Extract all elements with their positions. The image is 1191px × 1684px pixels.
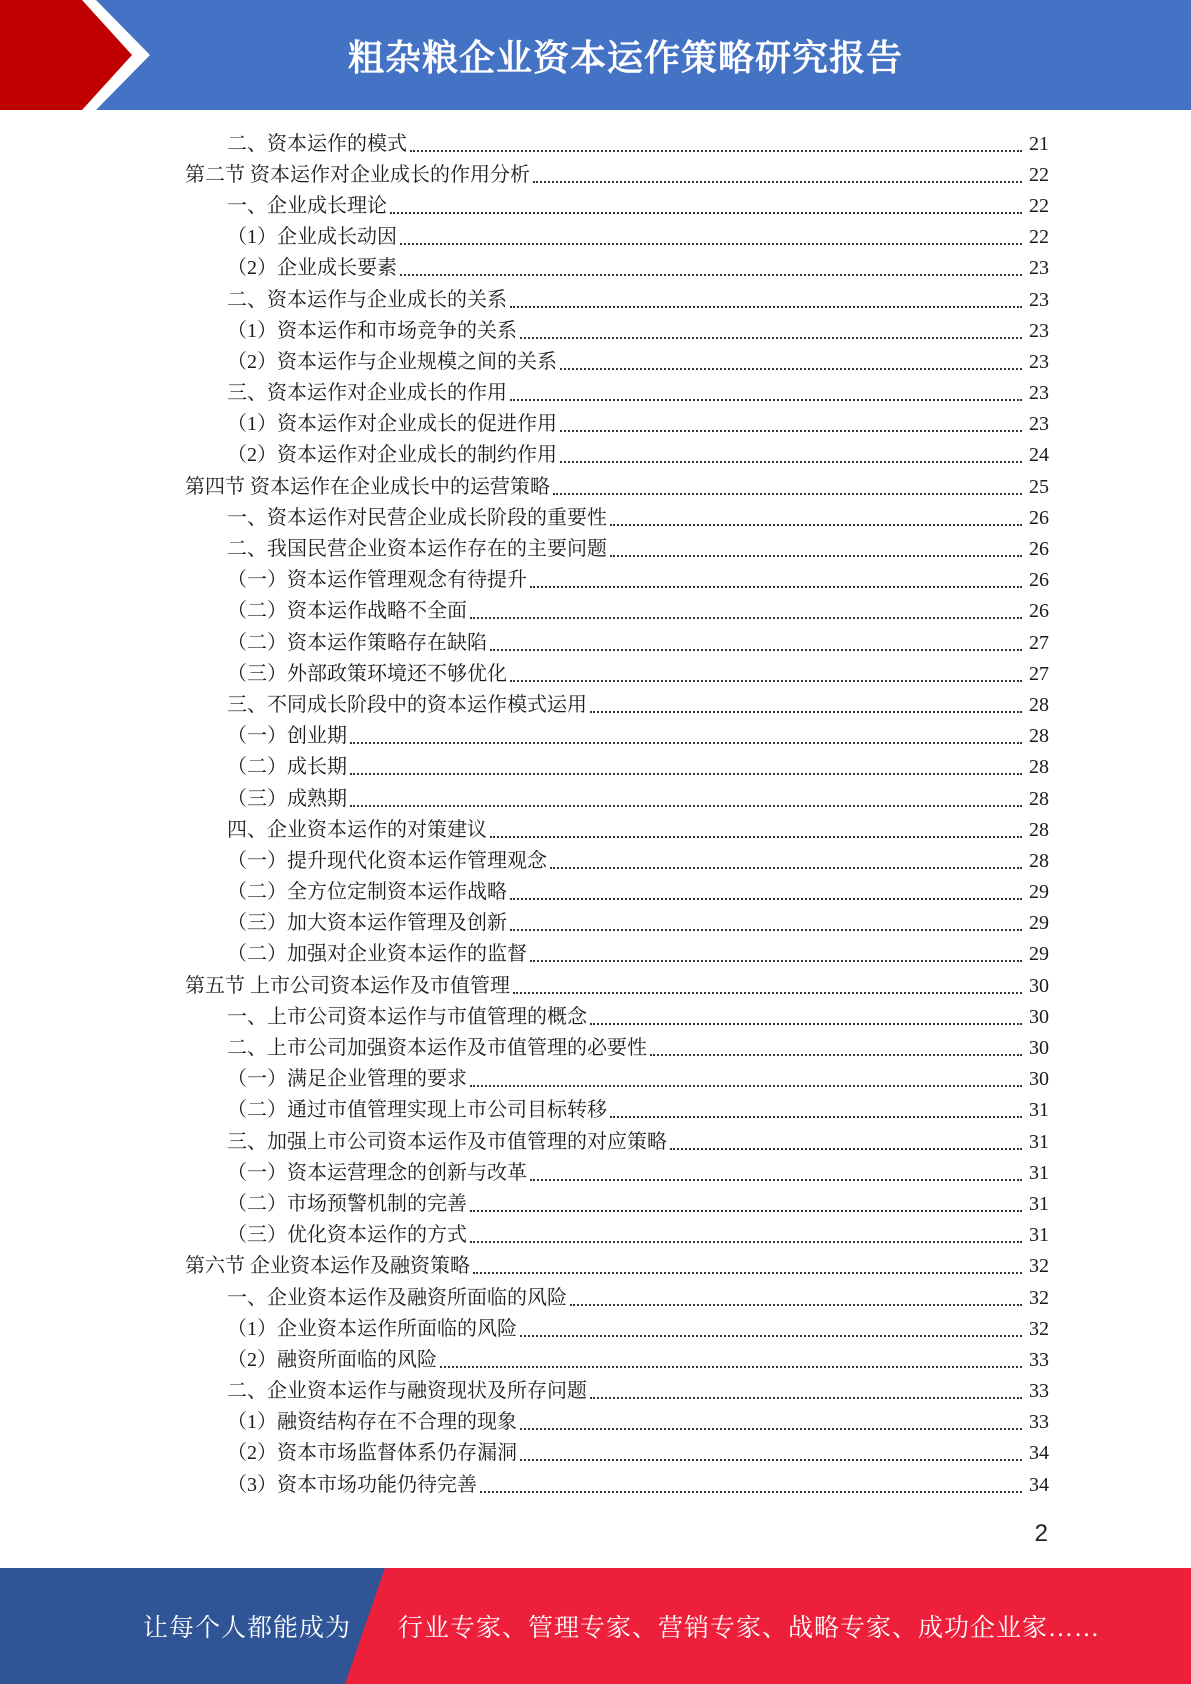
toc-entry-title: 三、资本运作对企业成长的作用 [227,382,507,405]
toc-dot-leader [510,399,1022,401]
toc-entry-title: （二）资本运作策略存在缺陷 [227,631,487,654]
toc-dot-leader [513,992,1022,994]
toc-entry-page: 32 [1029,1286,1049,1309]
toc-entry[interactable] [185,222,1049,253]
toc-dot-leader [470,617,1022,619]
page-number: 2 [1034,1520,1048,1547]
toc-entry-title: 一、资本运作对民营企业成长阶段的重要性 [227,506,607,529]
toc-entry-page: 33 [1029,1411,1049,1434]
toc-dot-leader [520,1428,1022,1430]
toc-entry[interactable] [185,1407,1049,1438]
toc-entry[interactable] [185,877,1049,908]
toc-entry-title: （一）提升现代化资本运作管理观念 [227,849,547,872]
toc-entry-title: 一、企业成长理论 [227,194,387,217]
toc-entry-page: 34 [1029,1442,1049,1465]
toc-dot-leader [570,1304,1022,1306]
toc-entry-title: 一、企业资本运作及融资所面临的风险 [227,1286,567,1309]
toc-entry-title: （一）资本运营理念的创新与改革 [227,1161,527,1184]
toc-dot-leader [533,181,1022,183]
toc-dot-leader [490,649,1022,651]
toc-entry[interactable] [185,1313,1049,1344]
toc-entry[interactable] [185,970,1049,1001]
toc-entry-page: 21 [1029,132,1049,155]
toc-entry-page: 26 [1029,600,1049,623]
toc-dot-leader [520,1459,1022,1461]
toc-entry-page: 28 [1029,693,1049,716]
toc-dot-leader [510,306,1022,308]
toc-entry-page: 23 [1029,413,1049,436]
toc-dot-leader [610,555,1022,557]
toc-dot-leader [350,773,1022,775]
toc-dot-leader [390,212,1022,214]
toc-entry[interactable] [185,346,1049,377]
toc-entry-title: （二）市场预警机制的完善 [227,1192,467,1215]
toc-entry[interactable] [185,315,1049,346]
toc-entry[interactable] [185,1344,1049,1375]
toc-entry-title: （1）企业资本运作所面临的风险 [227,1317,517,1340]
toc-entry-title: 第五节 上市公司资本运作及市值管理 [185,974,510,997]
toc-entry-page: 32 [1029,1317,1049,1340]
toc-entry-page: 22 [1029,163,1049,186]
toc-entry-title: （2）融资所面临的风险 [227,1348,437,1371]
toc-entry-page: 33 [1029,1348,1049,1371]
toc-dot-leader [520,337,1022,339]
toc-dot-leader [400,274,1022,276]
toc-entry-title: （2）资本运作与企业规模之间的关系 [227,350,557,373]
toc-entry-title: 二、上市公司加强资本运作及市值管理的必要性 [227,1037,647,1060]
toc-entry-page: 30 [1029,1037,1049,1060]
toc-entry-title: （三）外部政策环境还不够优化 [227,662,507,685]
toc-entry[interactable] [185,1126,1049,1157]
toc-entry-page: 28 [1029,756,1049,779]
toc-entry-title: 四、企业资本运作的对策建议 [227,818,487,841]
toc-entry[interactable] [185,502,1049,533]
header-band [0,0,1191,110]
toc-entry[interactable] [185,1220,1049,1251]
toc-entry-page: 28 [1029,787,1049,810]
toc-entry[interactable] [185,128,1049,159]
toc-entry-title: （二）加强对企业资本运作的监督 [227,943,527,966]
toc-dot-leader [350,805,1022,807]
toc-dot-leader [650,1054,1022,1056]
toc-dot-leader [520,1335,1022,1337]
toc-entry-title: 第二节 资本运作对企业成长的作用分析 [185,163,530,186]
toc-entry[interactable] [185,378,1049,409]
toc-entry-title: （一）资本运作管理观念有待提升 [227,569,527,592]
toc-dot-leader [560,461,1022,463]
toc-dot-leader [530,960,1022,962]
toc-entry[interactable] [185,533,1049,564]
toc-entry-page: 23 [1029,382,1049,405]
toc-dot-leader [553,493,1022,495]
toc-entry[interactable] [185,752,1049,783]
toc-entry-title: （二）通过市值管理实现上市公司目标转移 [227,1099,607,1122]
toc-entry-page: 23 [1029,257,1049,280]
toc-dot-leader [530,586,1022,588]
toc-dot-leader [560,368,1022,370]
toc-entry-title: 第四节 资本运作在企业成长中的运营策略 [185,475,550,498]
toc-entry-title: （2）企业成长要素 [227,257,397,280]
toc-dot-leader [480,1491,1022,1493]
toc-entry-page: 26 [1029,506,1049,529]
toc-entry-title: 三、不同成长阶段中的资本运作模式运用 [227,693,587,716]
toc-entry-title: （二）成长期 [227,756,347,779]
toc-entry-page: 29 [1029,881,1049,904]
toc-entry[interactable] [185,1469,1049,1500]
toc-entry-page: 30 [1029,974,1049,997]
footer-slogan-right: 行业专家、管理专家、营销专家、战略专家、成功企业家…… [398,1615,1101,1642]
toc-entry[interactable] [185,1064,1049,1095]
toc-entry[interactable] [185,284,1049,315]
toc-entry-title: （三）成熟期 [227,787,347,810]
toc-entry-page: 25 [1029,475,1049,498]
toc-entry[interactable] [185,440,1049,471]
toc-dot-leader [590,1397,1022,1399]
toc-entry-page: 30 [1029,1005,1049,1028]
toc-entry-page: 28 [1029,818,1049,841]
toc-entry-title: （1）企业成长动因 [227,226,397,249]
toc-entry[interactable] [185,814,1049,845]
toc-entry[interactable] [185,409,1049,440]
toc-entry-title: 一、上市公司资本运作与市值管理的概念 [227,1005,587,1028]
toc-entry[interactable] [185,1001,1049,1032]
toc-dot-leader [440,1366,1022,1368]
toc-entry-page: 32 [1029,1255,1049,1278]
footer-slogan-left: 让每个人都能成为 [143,1615,352,1642]
toc-entry-title: 二、我国民营企业资本运作存在的主要问题 [227,538,607,561]
toc-dot-leader [470,1241,1022,1243]
toc-entry-title: （一）创业期 [227,725,347,748]
toc-entry-page: 26 [1029,538,1049,561]
toc-entry-title: （1）资本运作和市场竞争的关系 [227,319,517,342]
toc-entry-page: 29 [1029,912,1049,935]
toc-entry[interactable] [185,845,1049,876]
toc-entry[interactable] [185,939,1049,970]
toc-entry-title: （1）资本运作对企业成长的促进作用 [227,413,557,436]
toc-entry[interactable] [185,1376,1049,1407]
toc-entry-page: 28 [1029,725,1049,748]
toc-dot-leader [470,1210,1022,1212]
toc-entry-page: 26 [1029,569,1049,592]
toc-entry-page: 31 [1029,1130,1049,1153]
toc-entry[interactable] [185,658,1049,689]
toc-entry-page: 33 [1029,1380,1049,1403]
toc-entry[interactable] [185,565,1049,596]
toc-dot-leader [530,1179,1022,1181]
toc-entry[interactable] [185,908,1049,939]
toc-entry-page: 23 [1029,350,1049,373]
toc-entry-page: 31 [1029,1192,1049,1215]
toc-entry-page: 22 [1029,226,1049,249]
toc-dot-leader [490,836,1022,838]
table-of-contents [185,128,1049,1500]
toc-entry-title: （二）资本运作战略不全面 [227,600,467,623]
toc-dot-leader [470,1085,1022,1087]
report-title: 粗杂粮企业资本运作策略研究报告 [347,37,903,79]
toc-dot-leader [590,1023,1022,1025]
toc-entry-title: 第六节 企业资本运作及融资策略 [185,1255,470,1278]
toc-dot-leader [510,929,1022,931]
toc-entry-page: 30 [1029,1068,1049,1091]
toc-entry-page: 31 [1029,1224,1049,1247]
toc-entry-page: 23 [1029,319,1049,342]
toc-entry-page: 31 [1029,1099,1049,1122]
toc-dot-leader [610,1116,1022,1118]
toc-entry[interactable] [185,783,1049,814]
toc-entry-title: 二、资本运作与企业成长的关系 [227,288,507,311]
toc-entry[interactable] [185,1282,1049,1313]
toc-entry-title: （2）资本市场监督体系仍存漏洞 [227,1442,517,1465]
toc-dot-leader [590,711,1022,713]
toc-entry[interactable] [185,471,1049,502]
toc-dot-leader [510,898,1022,900]
toc-dot-leader [350,742,1022,744]
toc-entry[interactable] [185,190,1049,221]
toc-entry-page: 34 [1029,1473,1049,1496]
toc-dot-leader [670,1148,1022,1150]
toc-dot-leader [610,524,1022,526]
toc-dot-leader [510,680,1022,682]
toc-entry-title: （二）全方位定制资本运作战略 [227,881,507,904]
toc-entry[interactable] [185,1251,1049,1282]
toc-entry[interactable] [185,596,1049,627]
toc-entry[interactable] [185,1095,1049,1126]
toc-entry-title: （一）满足企业管理的要求 [227,1068,467,1091]
toc-entry-title: 三、加强上市公司资本运作及市值管理的对应策略 [227,1130,667,1153]
toc-entry[interactable] [185,1438,1049,1469]
toc-entry-title: （1）融资结构存在不合理的现象 [227,1411,517,1434]
toc-entry-page: 28 [1029,849,1049,872]
toc-entry-page: 22 [1029,194,1049,217]
toc-entry[interactable] [185,1032,1049,1063]
toc-entry[interactable] [185,1188,1049,1219]
toc-entry[interactable] [185,721,1049,752]
toc-entry[interactable] [185,1157,1049,1188]
toc-entry-page: 27 [1029,631,1049,654]
toc-entry-page: 23 [1029,288,1049,311]
footer-band [0,1568,1191,1684]
toc-entry-title: 二、资本运作的模式 [227,132,407,155]
toc-dot-leader [560,430,1022,432]
toc-dot-leader [400,243,1022,245]
toc-dot-leader [473,1272,1022,1274]
toc-entry-title: （三）优化资本运作的方式 [227,1224,467,1247]
toc-entry[interactable] [185,159,1049,190]
toc-entry-title: （2）资本运作对企业成长的制约作用 [227,444,557,467]
toc-entry-title: （三）加大资本运作管理及创新 [227,912,507,935]
toc-entry-page: 29 [1029,943,1049,966]
toc-dot-leader [550,867,1022,869]
toc-entry-page: 31 [1029,1161,1049,1184]
toc-entry[interactable] [185,689,1049,720]
toc-entry[interactable] [185,253,1049,284]
toc-entry-page: 24 [1029,444,1049,467]
toc-entry-title: 二、企业资本运作与融资现状及所存问题 [227,1380,587,1403]
toc-entry-page: 27 [1029,662,1049,685]
toc-entry-title: （3）资本市场功能仍待完善 [227,1473,477,1496]
toc-dot-leader [410,150,1022,152]
toc-entry[interactable] [185,627,1049,658]
